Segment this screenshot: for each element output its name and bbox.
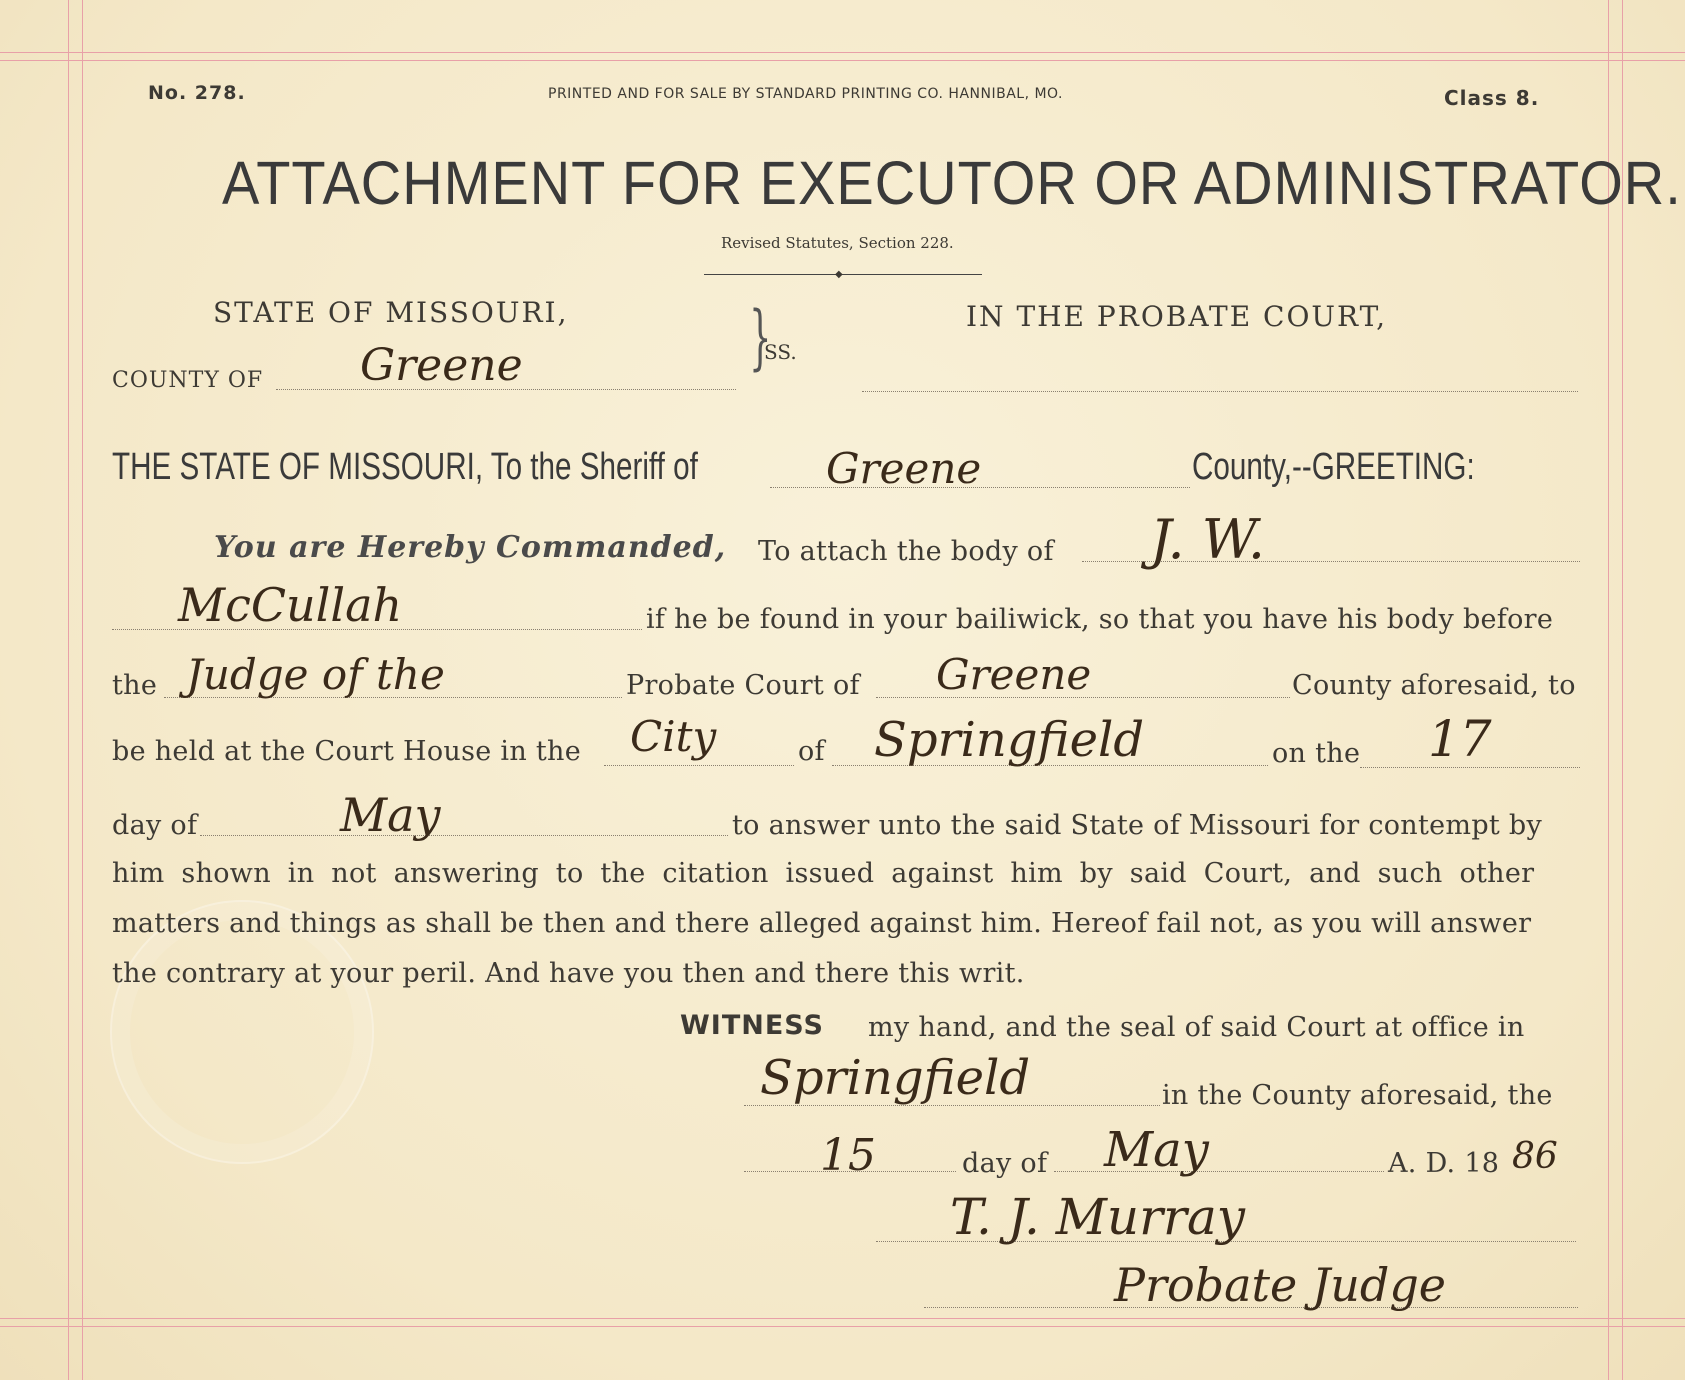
writ-line-4b: to answer unto the said State of Missouri for contempt by — [732, 810, 1543, 841]
writ-line-2b: Probate Court of — [626, 670, 860, 701]
document-title: ATTACHMENT FOR EXECUTOR OR ADMINISTRATOR. — [222, 147, 1682, 218]
writ-line-3a: be held at the Court House in the — [112, 736, 582, 767]
greeting-county: Greene — [826, 444, 982, 493]
month-field: May — [340, 788, 441, 842]
greeting-prefix: THE STATE OF MISSOURI, To the Sheriff of — [112, 446, 698, 488]
margin-rule — [0, 1318, 1685, 1319]
bracket: } — [749, 296, 772, 378]
defendant-initials: J. W. — [1150, 508, 1266, 571]
venue-state: STATE OF MISSOURI, — [213, 296, 569, 329]
city-field: City — [630, 712, 717, 761]
court-name: IN THE PROBATE COURT, — [966, 300, 1388, 333]
county-label: COUNTY OF — [112, 368, 264, 393]
printer-line: PRINTED AND FOR SALE BY STANDARD PRINTING CO. HANNIBAL, MO. — [548, 86, 1063, 102]
writ-line-3b: of — [798, 736, 825, 767]
witness-year: 86 — [1512, 1136, 1558, 1177]
county-name: Greene — [360, 340, 523, 391]
day-field: 17 — [1428, 710, 1492, 768]
ornament-diamond-icon: ◆ — [835, 269, 843, 280]
command-text: To attach the body of — [758, 536, 1054, 567]
form-class: Class 8. — [1444, 86, 1540, 110]
margin-rule — [68, 0, 69, 1380]
witness-ad: A. D. 18 — [1388, 1148, 1500, 1179]
witness-text: my hand, and the seal of said Court at office in — [868, 1012, 1525, 1043]
witness-place: Springfield — [760, 1050, 1031, 1106]
margin-rule — [82, 0, 83, 1380]
greeting-suffix: County,--GREETING: — [1192, 446, 1475, 488]
margin-rule — [0, 1326, 1685, 1327]
judge-signature: T. J. Murray — [950, 1188, 1245, 1246]
defendant-surname: McCullah — [178, 578, 403, 632]
writ-line-2c: County aforesaid, to — [1292, 670, 1576, 701]
judge-title: Probate Judge — [1114, 1258, 1447, 1312]
witness-county-text: in the County aforesaid, the — [1162, 1080, 1553, 1111]
ss-mark: SS. — [764, 340, 797, 364]
title-ornament — [704, 274, 982, 275]
writ-line-6: matters and things as shall be then and there alleged against him. Hereof fail not, as you will answer — [112, 908, 1532, 939]
witness-day-of: day of — [962, 1148, 1048, 1179]
margin-rule — [0, 60, 1685, 61]
place-field: Springfield — [874, 712, 1145, 768]
embossed-seal — [110, 900, 374, 1164]
writ-line-5: him shown in not answering to the citation issued against him by said Court, and such other — [112, 858, 1535, 889]
form-number: No. 278. — [148, 82, 246, 104]
writ-line-2a: the — [112, 670, 158, 701]
writ-line-1: if he be found in your bailiwick, so that you have his body before — [646, 604, 1554, 635]
document-subtitle: Revised Statutes, Section 228. — [721, 234, 954, 252]
writ-line-4a: day of — [112, 810, 198, 841]
witness-month: May — [1104, 1122, 1209, 1178]
court-county: Greene — [936, 650, 1092, 699]
witness-lead: WITNESS — [680, 1010, 824, 1041]
command-lead: You are Hereby Commanded, — [214, 530, 727, 565]
margin-rule — [0, 52, 1685, 53]
judge-field: Judge of the — [186, 650, 445, 699]
writ-line-3c: on the — [1272, 738, 1361, 769]
writ-line-7: the contrary at your peril. And have you then and there this writ. — [112, 958, 1025, 989]
witness-day: 15 — [820, 1130, 876, 1181]
